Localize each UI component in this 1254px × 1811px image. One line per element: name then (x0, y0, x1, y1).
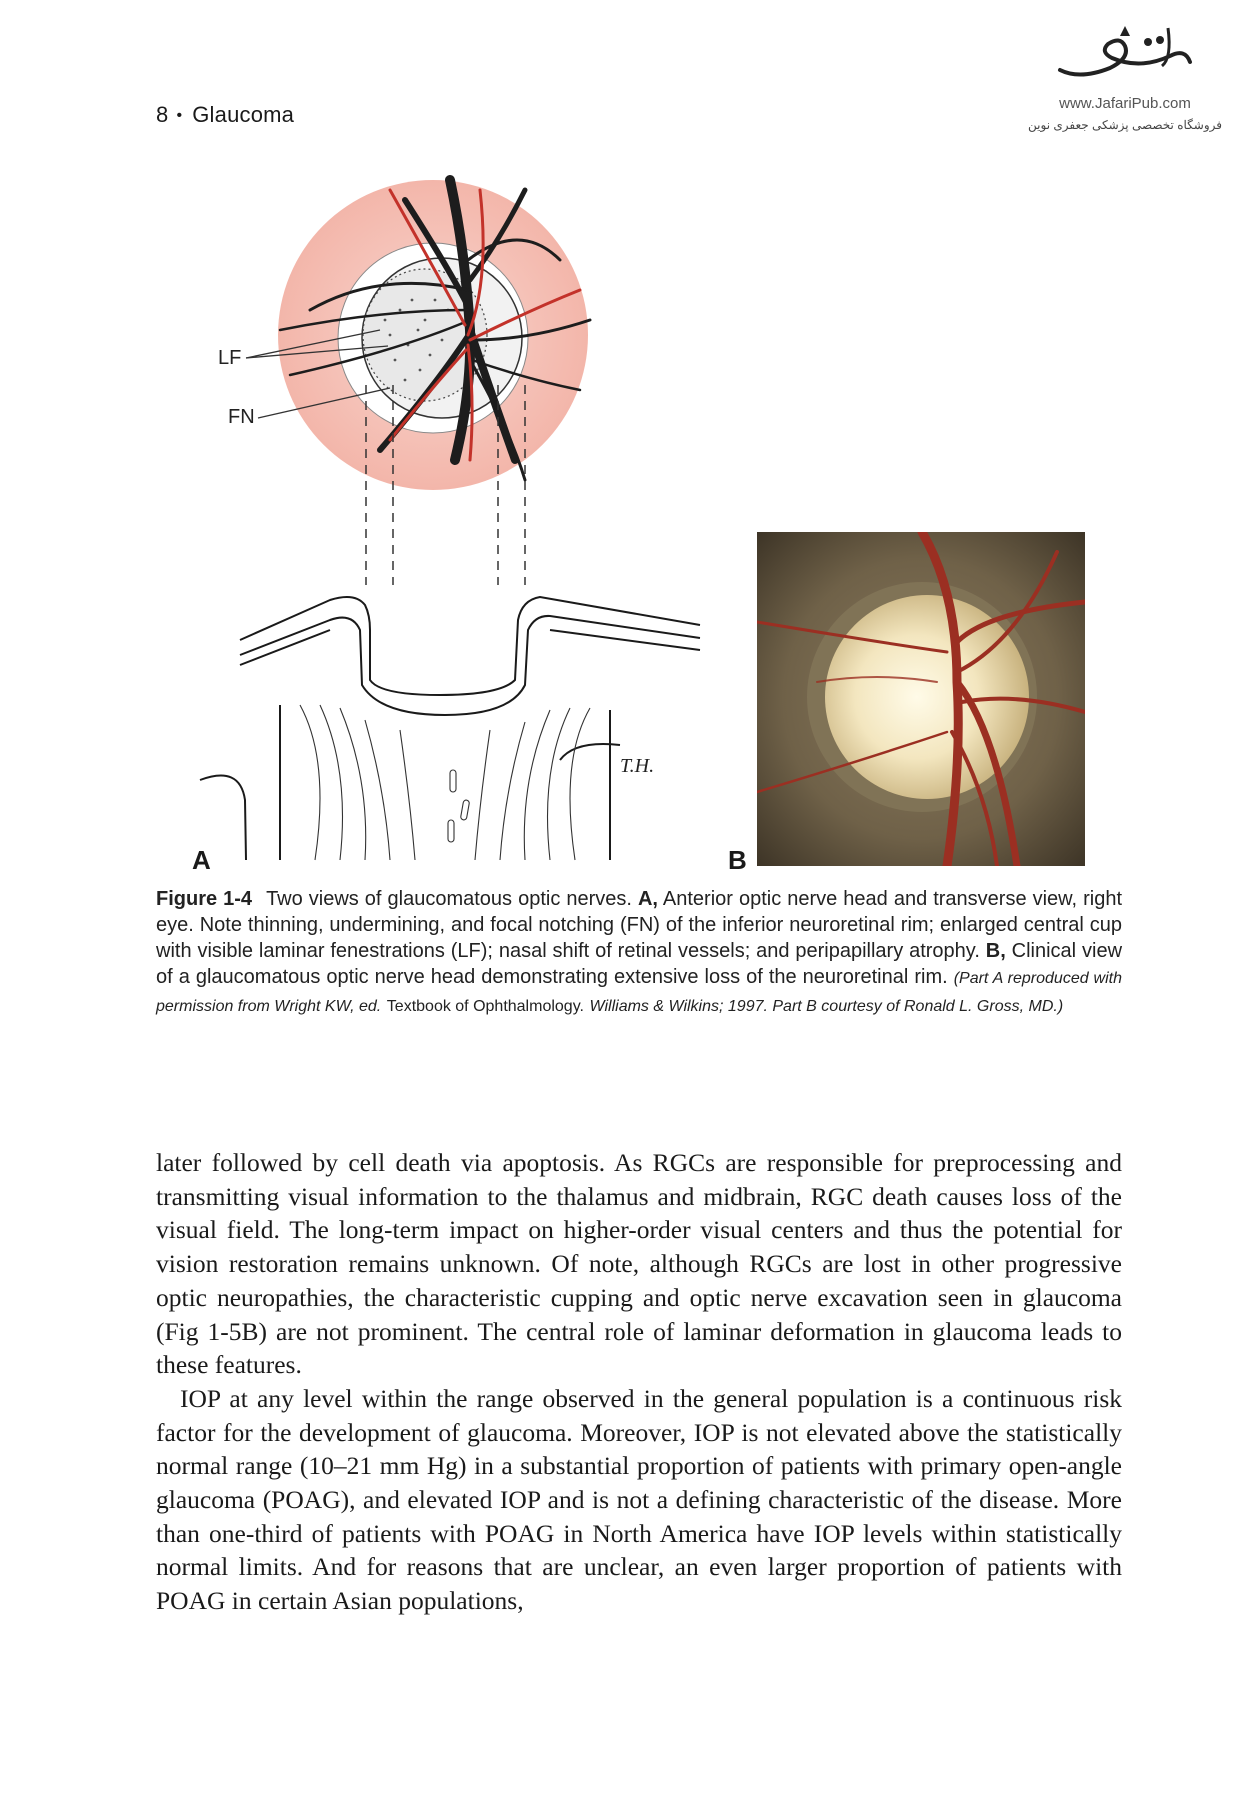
caption-credit-1: (Part A reproduced with permission from Wright KW, ed. (156, 970, 1122, 1015)
running-head (156, 102, 294, 128)
label-lf: LF (218, 347, 242, 369)
caption-b-text: Clinical view of a glaucomatous optic nerve head demonstrating extensive loss of the neuroretinal rim. (156, 940, 1123, 988)
panel-a-label: A (192, 845, 211, 875)
body-paragraph-1: later followed by cell death via apoptosis. As RGCs are responsible for preprocessing and transmitting visual information to the thalamus and midbrain, RGC death causes loss of the visual field. The long-term impact on higher-order visual centers and thus the potential for vision restoration remains unknown. Of note, although RGCs are lost in other progressive optic neuropathies, the characteristic cupping and optic nerve excavation seen in glaucoma (Fig 1-5B) are not prominent. The central role of laminar deformation in glaucoma leads to these features. (156, 1148, 1122, 1380)
body-paragraph-2: IOP at any level within the range observed in the general population is a continuous risk factor for the development of glaucoma. Moreover, IOP is not elevated above the statistically normal range (10–21 mm Hg) in a substantial proportion of patients with primary open-angle glaucoma (POAG), and elevated IOP and is not a defining characteristic of the disease. More than one-third of patients with POAG in North America have IOP levels within statistically normal limits. And for reasons that are unclear, an even larger proportion of patients with POAG in certain Asian populations, (156, 1383, 1122, 1616)
figure-panel-b-photo (757, 532, 1085, 866)
publisher-watermark (1020, 18, 1230, 148)
caption-intro: Two views of glaucomatous optic nerves. (266, 888, 632, 910)
nerve-fibers (300, 705, 590, 860)
artist-signature: T.H. (620, 755, 655, 777)
caption-b-marker: B, (985, 940, 1006, 962)
book-title: Glaucoma (192, 102, 295, 127)
caption-credit-2: Textbook of Ophthalmology. (386, 998, 584, 1015)
panel-b-label: B (728, 845, 747, 875)
label-fn: FN (228, 406, 255, 428)
jafari-pub-logo-icon (1050, 18, 1200, 88)
separator-dot: • (176, 107, 183, 124)
figure-panel-a-illustration (180, 160, 740, 880)
caption-a-marker: A, (637, 888, 658, 910)
caption-a-text: Anterior optic nerve head and transverse view, right eye. Note thinning, undermining, and focal notching (FN) of the inferior neuroretinal rim; enlarged central cup with visible laminar fenestrations (LF); nasal shift of retinal vessels; and peripapillary atrophy. (156, 888, 1123, 962)
publisher-url: www.JafariPub.com (1059, 95, 1191, 112)
figure-label: Figure 1-4 (156, 888, 253, 910)
caption-credit-3: Williams & Wilkins; 1997. Part B courtesy of Ronald L. Gross, MD.) (589, 998, 1064, 1015)
body-text (156, 1146, 1122, 1618)
page-number: 8 (156, 102, 169, 127)
publisher-subtitle: فروشگاه تخصصی پزشکی جعفری نوین (1028, 118, 1222, 132)
figure-caption (156, 886, 1122, 1020)
